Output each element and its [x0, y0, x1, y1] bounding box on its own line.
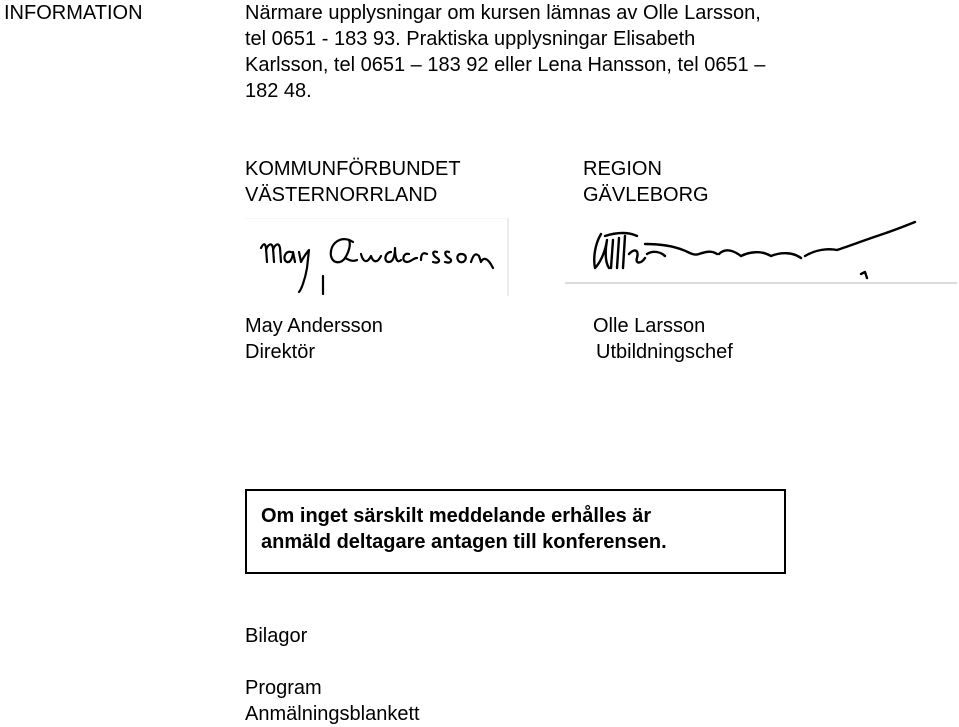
attachment-item: Anmälningsblankett — [245, 703, 420, 725]
info-line: 182 48. — [245, 80, 312, 102]
signature-icon — [565, 214, 957, 286]
right-org-name-line1: REGION — [583, 158, 662, 180]
info-line: Närmare upplysningar om kursen lämnas av Olle Larsson, — [245, 2, 761, 24]
signature-icon — [245, 218, 510, 296]
info-line: Karlsson, tel 0651 – 183 92 eller Lena Hansson, tel 0651 – — [245, 54, 766, 76]
section-label: INFORMATION — [4, 2, 143, 24]
right-signer-title: Utbildningschef — [596, 341, 733, 363]
notice-line: Om inget särskilt meddelande erhålles är — [261, 505, 652, 527]
signature-olle-larsson — [565, 214, 957, 286]
left-org-name-line1: KOMMUNFÖRBUNDET — [245, 158, 461, 180]
right-signer-name: Olle Larsson — [593, 315, 706, 337]
notice-box — [245, 489, 786, 574]
notice-line: anmäld deltagare antagen till konferensen. — [261, 531, 667, 553]
signature-may-andersson — [245, 218, 510, 296]
left-signer-title: Direktör — [245, 341, 316, 363]
left-signer-name: May Andersson — [245, 315, 383, 337]
info-line: tel 0651 - 183 93. Praktiska upplysningar Elisabeth — [245, 28, 696, 50]
attachments-heading: Bilagor — [245, 625, 308, 647]
left-org-name-line2: VÄSTERNORRLAND — [245, 184, 438, 206]
right-org-name-line2: GÄVLEBORG — [583, 184, 709, 206]
attachment-item: Program — [245, 677, 322, 699]
